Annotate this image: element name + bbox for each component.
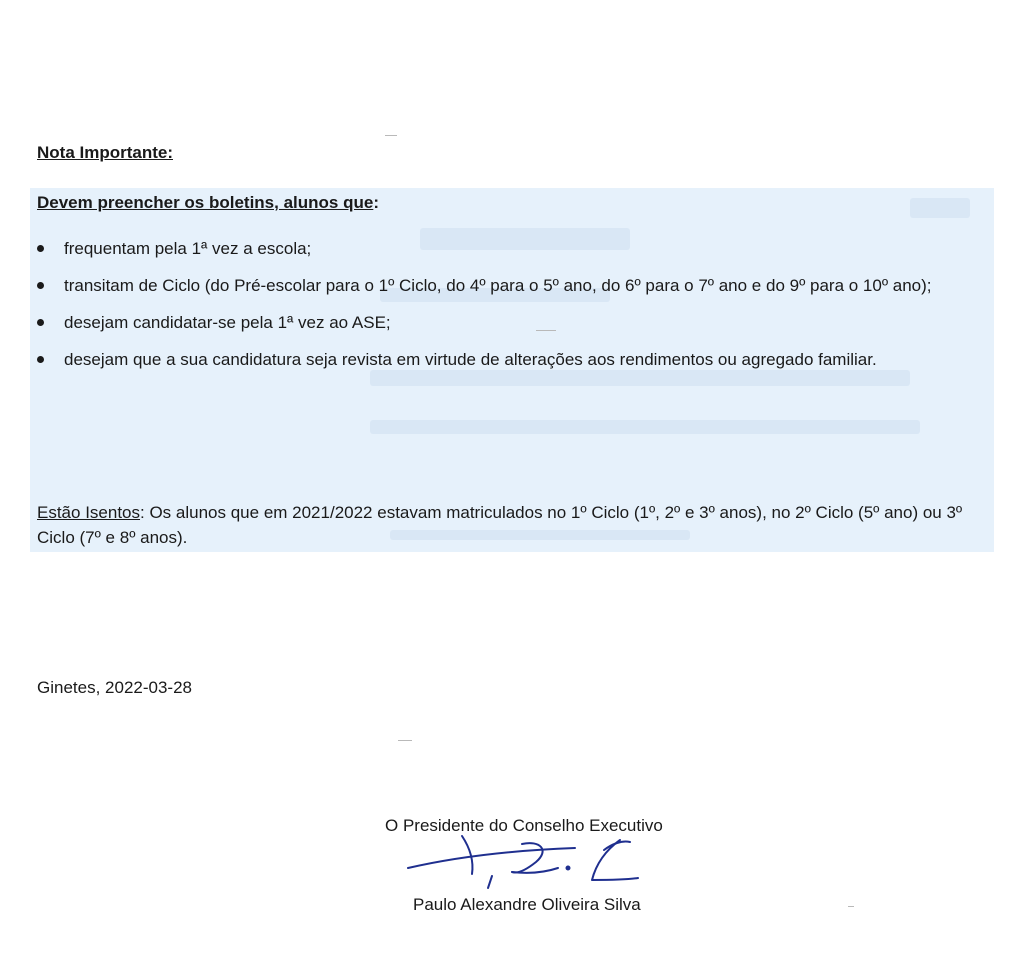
isentos-label: Estão Isentos — [37, 503, 141, 522]
list-item-text: transitam de Ciclo (do Pré-escolar para o 1º Ciclo, do 4º para o 5º ano, do 6º para o 7º ano e do 9º para o 10º ano); — [64, 276, 932, 295]
list-item — [37, 341, 993, 378]
list-item-text: desejam que a sua candidatura seja revista em virtude de alterações aos rendimentos ou agregado familiar. — [64, 350, 877, 369]
bullet-icon — [37, 282, 44, 289]
boletins-list — [37, 230, 993, 378]
boletins-heading-colon: : — [373, 193, 379, 212]
signatory-title: O Presidente do Conselho Executivo — [385, 816, 663, 835]
list-item — [37, 304, 993, 341]
isentos-paragraph — [37, 500, 993, 550]
nota-importante-heading: Nota Importante: — [37, 143, 173, 162]
list-item — [37, 230, 993, 267]
signatory-name: Paulo Alexandre Oliveira Silva — [413, 895, 641, 914]
place-date: Ginetes, 2022-03-28 — [37, 678, 192, 697]
list-item — [37, 267, 993, 304]
bullet-icon — [37, 356, 44, 363]
boletins-heading-text: Devem preencher os boletins, alunos que — [37, 193, 374, 212]
bullet-icon — [37, 245, 44, 252]
list-item-text: frequentam pela 1ª vez a escola; — [64, 239, 312, 258]
handwritten-signature — [400, 828, 650, 892]
bullet-icon — [37, 319, 44, 326]
list-item-text: desejam candidatar-se pela 1ª vez ao ASE; — [64, 313, 391, 332]
isentos-text: : Os alunos que em 2021/2022 estavam matriculados no 1º Ciclo (1º, 2º e 3º anos), no 2º Ciclo (5º ano) ou 3º Ciclo (7º e 8º anos). — [37, 503, 963, 547]
scan-speck — [385, 135, 397, 136]
scan-speck — [398, 740, 412, 741]
boletins-heading — [37, 193, 379, 213]
scan-speck — [848, 906, 854, 907]
